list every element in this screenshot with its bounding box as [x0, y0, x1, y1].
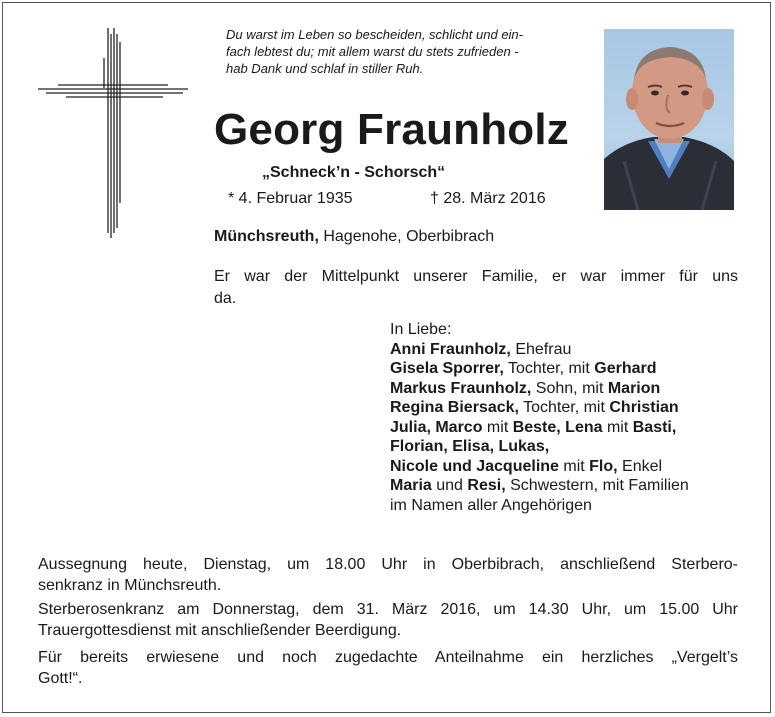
tribute-text	[214, 266, 738, 310]
family-row	[390, 418, 750, 438]
family-relation: Enkel	[617, 457, 663, 475]
family-row	[390, 457, 750, 477]
family-name: Basti,	[632, 418, 677, 436]
poem-line: fach lebtest du; mit allem warst du stets zufrieden -	[226, 44, 519, 59]
family-name: Markus Fraunholz,	[390, 379, 532, 397]
family-name: Resi,	[467, 477, 506, 494]
hometown: Münchsreuth,	[214, 228, 319, 245]
family-relation: Sohn, mit	[531, 379, 608, 397]
family-relation: mit	[558, 457, 590, 475]
poem-line: hab Dank und schlaf in stiller Ruh.	[226, 61, 424, 76]
birth-date: * 4. Februar 1935	[228, 190, 353, 207]
family-relation: Schwestern, mit Familien	[505, 477, 689, 494]
info-line: Gott!“.	[38, 670, 83, 687]
family-relation: Ehefrau	[510, 340, 572, 358]
family-name: Christian	[609, 399, 679, 416]
family-relation: Tochter, mit	[518, 399, 610, 416]
family-name: Regina Biersack,	[390, 399, 519, 416]
family-name: Nicole und Jacqueline	[390, 457, 559, 475]
family-list	[390, 320, 750, 515]
nickname: „Schneck’n - Schorsch“	[262, 164, 446, 181]
info-line: Aussegnung heute, Dienstag, um 18.00 Uhr in Oberbibrach, anschließend Sterbero-	[38, 556, 738, 573]
family-name: Beste, Lena	[512, 418, 603, 436]
family-relation: Tochter, mit	[503, 360, 595, 377]
death-date: † 28. März 2016	[430, 190, 546, 207]
info-line: senkranz in Münchsreuth.	[38, 577, 222, 594]
family-relation: mit	[482, 418, 513, 436]
deceased-name: Georg Fraunholz	[214, 105, 569, 154]
family-name: Maria	[390, 477, 432, 494]
poem-line: Du warst im Leben so bescheiden, schlicht und ein-	[226, 27, 523, 42]
places: Hagenohe, Oberbibrach	[318, 228, 495, 245]
tribute-line: da.	[214, 290, 237, 307]
family-name: Julia, Marco	[390, 418, 483, 436]
family-closing: im Namen aller Angehörigen	[390, 496, 592, 514]
family-row	[390, 340, 750, 360]
info-line: Trauergottesdienst mit anschließender Beerdigung.	[38, 622, 402, 639]
family-row	[390, 398, 750, 418]
tribute-line: Er war der Mittelpunkt unserer Familie, er war immer für uns	[214, 268, 738, 285]
family-name: Florian, Elisa, Lukas,	[390, 438, 550, 455]
family-row	[390, 476, 750, 496]
family-name: Flo,	[589, 457, 618, 475]
info-line: Sterberosenkranz am Donnerstag, dem 31. März 2016, um 14.30 Uhr, um 15.00 Uhr	[38, 601, 738, 618]
memorial-poem	[226, 26, 578, 77]
family-name: Gerhard	[594, 360, 657, 377]
family-relation: und	[431, 477, 468, 494]
portrait-photo	[604, 29, 734, 210]
rosary-info	[38, 599, 738, 641]
family-row	[390, 359, 750, 379]
family-name: Anni Fraunholz,	[390, 340, 511, 358]
place-line	[214, 228, 494, 246]
service-info	[38, 554, 738, 596]
family-relation: mit	[602, 418, 633, 436]
thanks-info	[38, 647, 738, 689]
family-row	[390, 437, 750, 457]
portrait-illustration	[604, 29, 734, 210]
family-name: Marion	[607, 379, 661, 397]
info-line: Für bereits erwiesene und noch zugedachte Anteilnahme ein herzliches „Vergelt’s	[38, 649, 738, 666]
family-row	[390, 379, 750, 399]
family-intro: In Liebe:	[390, 321, 452, 338]
family-name: Gisela Sporrer,	[390, 360, 504, 377]
cross-icon	[38, 28, 188, 240]
